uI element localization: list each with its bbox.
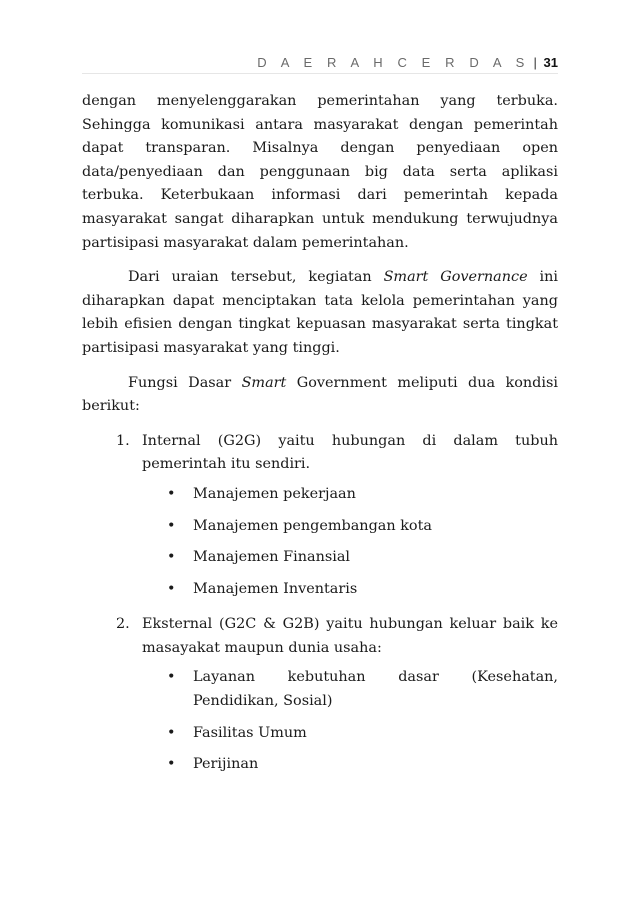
list-item-eksternal xyxy=(82,613,558,785)
page-body xyxy=(82,90,558,785)
bullet-item xyxy=(142,578,558,602)
running-header xyxy=(82,52,558,74)
bullet-text: Fasilitas Umum xyxy=(193,724,307,741)
list-item-text: Internal (G2G) yaitu hubungan di dalam tubuh pemerintah itu sendiri. xyxy=(142,432,558,473)
bullet-icon: • xyxy=(167,517,176,534)
bullet-text: Manajemen Finansial xyxy=(193,549,351,566)
numbered-list xyxy=(82,430,558,785)
bullet-text: Manajemen pengembangan kota xyxy=(193,517,432,534)
bullet-item xyxy=(142,483,558,507)
paragraph-text: Government meliputi dua kondisi berikut: xyxy=(82,374,558,415)
bullet-text: Manajemen Inventaris xyxy=(193,580,358,597)
header-title: D A E R A H C E R D A S xyxy=(257,55,530,70)
list-item-content xyxy=(142,430,558,610)
paragraph-continuation: dengan menyelenggarakan pemerintahan yang terbuka. Sehingga komunikasi antara masyarakat dengan pemerintah dapat transparan. Misalnya dengan penyediaan open data/penyediaan dan penggunaan big data serta aplikasi terbuka. Keterbukaan informasi dari pemerintah kepada masyarakat sangat diharapkan untuk mendukung terwujudnya partisipasi masyarakat dalam pemerintahan. xyxy=(82,93,558,251)
header-separator: | xyxy=(533,55,537,70)
emphasis-term: Smart Governance xyxy=(383,269,528,286)
list-item-text: Eksternal (G2C & G2B) yaitu hubungan keluar baik ke masayakat maupun dunia usaha: xyxy=(142,616,558,656)
bullet-icon: • xyxy=(167,549,176,566)
list-number: 1. xyxy=(116,432,130,449)
bullet-item xyxy=(142,546,558,570)
bullet-item xyxy=(142,722,558,746)
paragraph-fungsi-dasar xyxy=(82,372,558,419)
paragraph-smart-governance xyxy=(82,266,558,360)
bullet-icon: • xyxy=(167,724,176,741)
bullet-text: Layanan kebutuhan dasar (Kesehatan, Pendidikan, Sosial) xyxy=(193,669,558,710)
paragraph-text: Fungsi Dasar xyxy=(128,374,242,391)
bullet-icon: • xyxy=(167,580,176,597)
bullet-icon: • xyxy=(167,669,176,686)
bullet-item xyxy=(142,753,558,777)
list-item-content xyxy=(142,613,558,785)
emphasis-term: Smart xyxy=(241,374,287,391)
page-number: 31 xyxy=(543,55,558,70)
paragraph-text: Dari uraian tersebut, kegiatan xyxy=(128,269,384,286)
bullet-item xyxy=(142,666,558,713)
bullet-text: Perijinan xyxy=(193,756,259,773)
list-number: 2. xyxy=(116,616,130,633)
bullet-list xyxy=(142,483,558,601)
bullet-icon: • xyxy=(167,756,176,773)
paragraph-text: ini diharapkan dapat menciptakan tata kelola pemerintahan yang lebih efisien dengan tingkat kepuasan masyarakat serta tingkat partisipasi masyarakat yang tinggi. xyxy=(82,269,558,356)
bullet-text: Manajemen pekerjaan xyxy=(193,485,356,502)
bullet-list xyxy=(142,666,558,776)
bullet-icon: • xyxy=(167,485,176,502)
bullet-item xyxy=(142,515,558,539)
list-item-internal xyxy=(82,430,558,610)
